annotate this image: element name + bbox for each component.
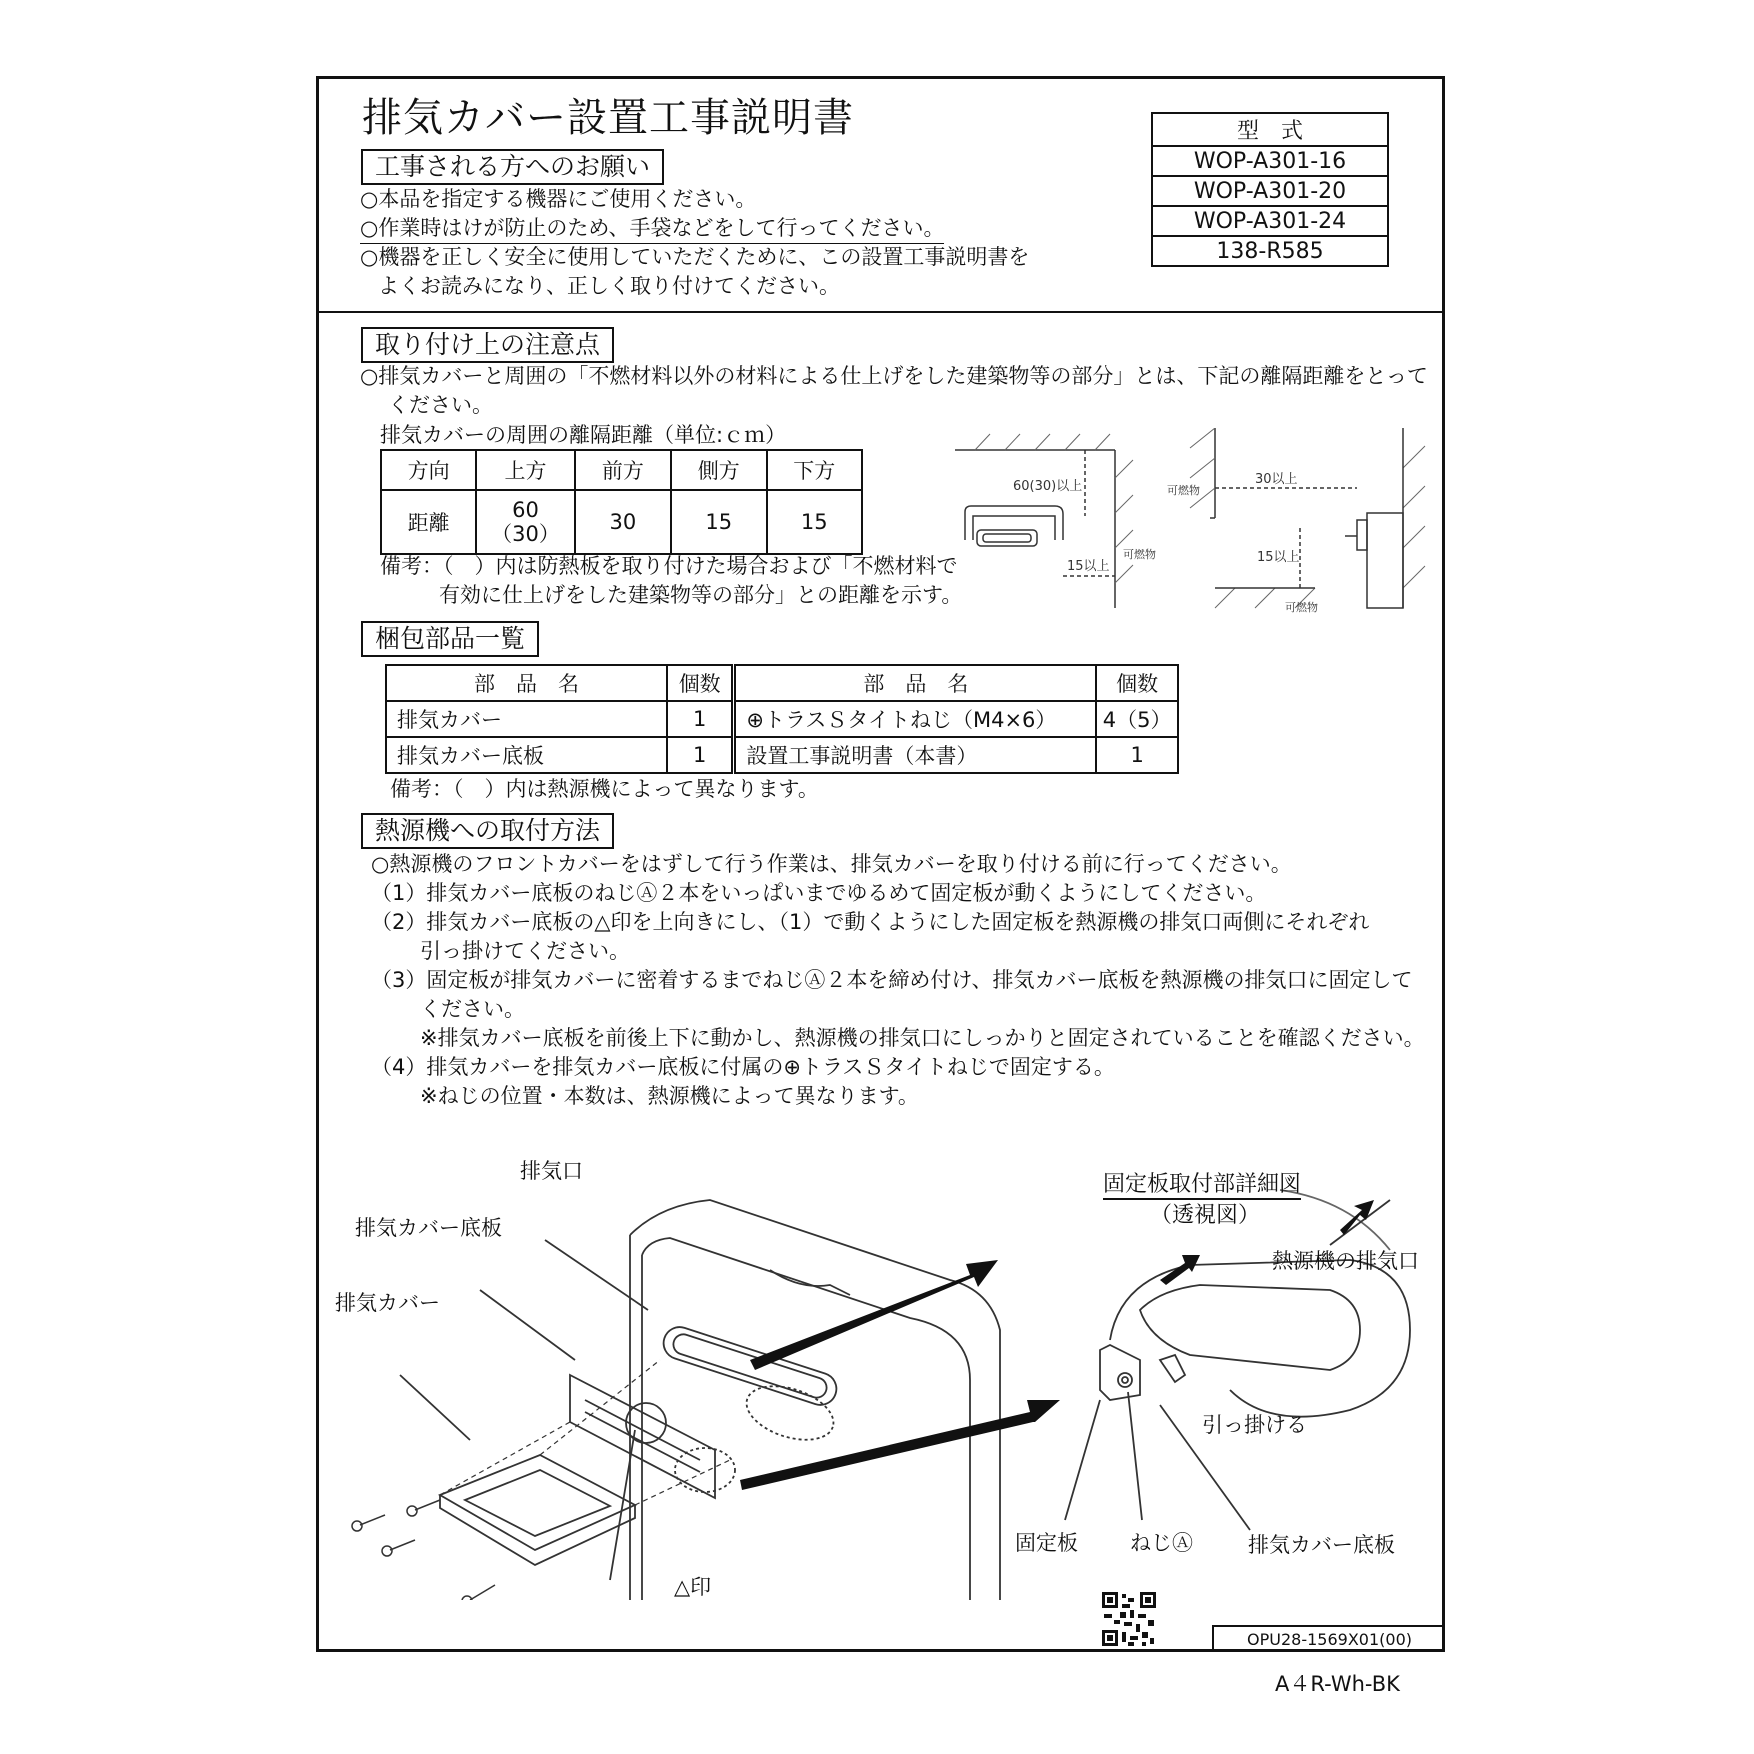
method-line: （4）排気カバーを排気カバー底板に付属の⊕トラスＳタイトねじで固定する。 xyxy=(371,1055,1115,1079)
diagram-label: 15以上 xyxy=(1257,550,1300,565)
figure-label: 排気カバー底板 xyxy=(355,1216,502,1240)
figure-label: 排気カバー xyxy=(335,1291,440,1315)
request-line: ○機器を正しく安全に使用していただくために、この設置工事説明書を xyxy=(360,245,1030,269)
clearance-value: 15 xyxy=(767,490,862,554)
clearance-header: 前方 xyxy=(575,450,671,490)
model-item: WOP-A301-20 xyxy=(1152,176,1388,206)
caution-note: 有効に仕上げをした建築物等の部分」との距離を示す。 xyxy=(439,583,963,607)
clearance-value-top xyxy=(476,490,574,554)
figure-label: △印 xyxy=(674,1575,712,1599)
request-line: ○作業時はけが防止のため、手袋などをして行ってください。 xyxy=(360,214,944,244)
parts-cell: 1 xyxy=(667,737,734,773)
parts-header: 部 品 名 xyxy=(734,665,1096,701)
method-line: （3）固定板が排気カバーに密着するまでねじⒶ２本を締め付け、排気カバー底板を熱源機の排気口に固定して xyxy=(371,968,1413,992)
clearance-value: （30） xyxy=(491,522,560,546)
parts-cell: 4（5） xyxy=(1096,701,1178,737)
section-heading-request: 工事される方へのお願い xyxy=(361,149,664,185)
figure-label: ねじⒶ xyxy=(1130,1531,1193,1555)
parts-cell: 設置工事説明書（本書） xyxy=(734,737,1096,773)
caution-line: ○排気カバーと周囲の「不燃材料以外の材料による仕上げをした建築物等の部分」とは、下記の離隔距離をとって xyxy=(360,364,1428,388)
diagram-label: 15以上 xyxy=(1067,559,1110,574)
model-table xyxy=(1151,112,1389,267)
method-line: ※排気カバー底板を前後上下に動かし、熱源機の排気口にしっかりと固定されていることを確認ください。 xyxy=(420,1026,1425,1050)
clearance-header: 側方 xyxy=(671,450,766,490)
diagram-label: 可燃物 xyxy=(1167,484,1200,497)
paper-spec: A４R-Wh-BK xyxy=(1275,1672,1400,1696)
caution-line: ください。 xyxy=(388,393,493,417)
diagram-label: 可燃物 xyxy=(1123,548,1156,561)
section-divider xyxy=(316,311,1445,313)
parts-cell: 1 xyxy=(1096,737,1178,773)
figure-label: 引っ掛ける xyxy=(1202,1413,1307,1437)
document-code: OPU28-1569X01(00) xyxy=(1212,1625,1445,1652)
model-header: 型 式 xyxy=(1152,113,1388,146)
section-heading-parts: 梱包部品一覧 xyxy=(361,621,539,657)
diagram-label: 可燃物 xyxy=(1285,601,1318,614)
diagram-label: 60(30)以上 xyxy=(1013,479,1083,494)
figure-label: 排気口 xyxy=(520,1160,583,1183)
clearance-row-label: 距離 xyxy=(381,490,476,554)
parts-header: 個数 xyxy=(667,665,734,701)
caution-note: 備考：（ ）内は防熱板を取り付けた場合および「不燃材料で xyxy=(380,554,958,578)
qr-code-icon xyxy=(1102,1592,1156,1646)
detail-title: 固定板取付部詳細図 xyxy=(1103,1172,1301,1200)
clearance-value: 30 xyxy=(575,490,671,554)
page-title: 排気カバー設置工事説明書 xyxy=(362,95,854,141)
clearance-table-caption: 排気カバーの周囲の離隔距離（単位:ｃｍ） xyxy=(380,423,787,447)
method-line: ○熱源機のフロントカバーをはずして行う作業は、排気カバーを取り付ける前に行ってください。 xyxy=(371,852,1292,876)
parts-table xyxy=(385,664,1179,774)
detail-subtitle: （透視図） xyxy=(1150,1203,1261,1228)
clearance-table xyxy=(380,449,863,555)
installation-figure xyxy=(330,1160,1440,1600)
clearance-diagram xyxy=(955,428,1450,618)
section-heading-caution: 取り付け上の注意点 xyxy=(361,327,614,363)
figure-label: 排気カバー底板 xyxy=(1248,1533,1395,1557)
parts-note: 備考：（ ）内は熱源機によって異なります。 xyxy=(390,777,819,801)
method-line: （2）排気カバー底板の△印を上向きにし、（1）で動くようにした固定板を熱源機の排気口両側にそれぞれ xyxy=(371,910,1370,934)
parts-header: 部 品 名 xyxy=(386,665,667,701)
clearance-value: 60 xyxy=(512,498,539,522)
figure-label: 熱源機の排気口 xyxy=(1272,1249,1419,1273)
method-line: （1）排気カバー底板のねじⒶ２本をいっぱいまでゆるめて固定板が動くようにしてください。 xyxy=(371,881,1267,905)
parts-cell: ⊕トラスＳタイトねじ（M4×6） xyxy=(734,701,1096,737)
parts-cell: 1 xyxy=(667,701,734,737)
clearance-header: 方向 xyxy=(381,450,476,490)
section-heading-method: 熱源機への取付方法 xyxy=(361,813,614,849)
parts-cell: 排気カバー xyxy=(386,701,667,737)
clearance-header: 下方 xyxy=(767,450,862,490)
parts-header: 個数 xyxy=(1096,665,1178,701)
parts-cell: 排気カバー底板 xyxy=(386,737,667,773)
request-line: ○本品を指定する機器にご使用ください。 xyxy=(360,187,757,211)
clearance-header: 上方 xyxy=(476,450,574,490)
figure-label: 固定板 xyxy=(1015,1531,1078,1555)
model-item: WOP-A301-16 xyxy=(1152,146,1388,176)
method-line: ※ねじの位置・本数は、熱源機によって異なります。 xyxy=(420,1084,919,1108)
model-item: 138-R585 xyxy=(1152,236,1388,266)
diagram-label: 30以上 xyxy=(1255,472,1298,487)
method-line: ください。 xyxy=(420,997,525,1021)
method-line: 引っ掛けてください。 xyxy=(420,939,630,963)
request-line: よくお読みになり、正しく取り付けてください。 xyxy=(378,274,840,298)
clearance-value: 15 xyxy=(671,490,766,554)
model-item: WOP-A301-24 xyxy=(1152,206,1388,236)
